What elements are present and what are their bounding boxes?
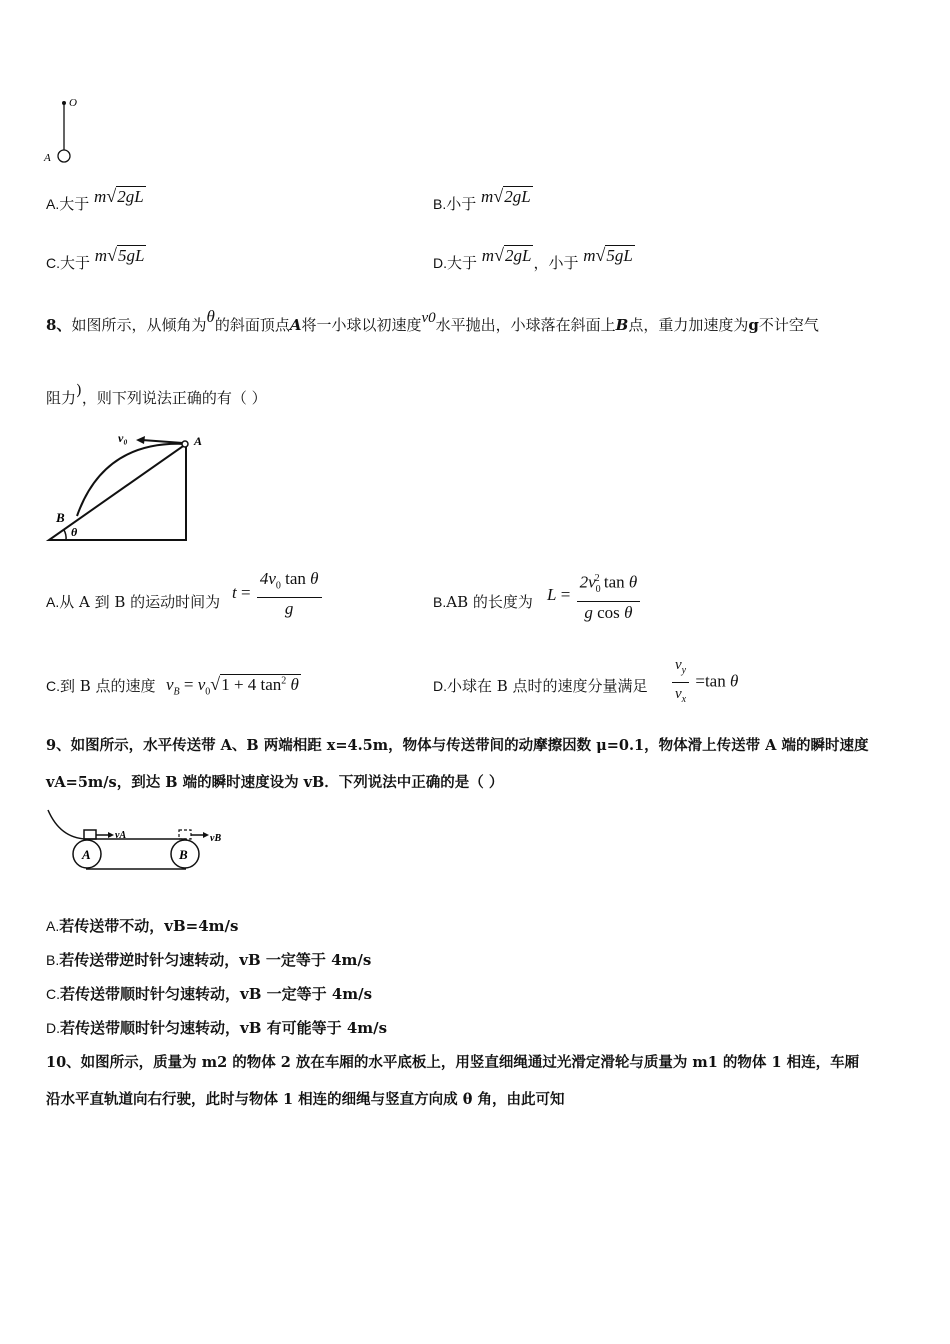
option-text: 从 A 到 B 的运动时间为 [59, 593, 221, 611]
option-text: 若传送带顺时针匀速转动，vB 一定等于 4m/s [60, 985, 373, 1003]
option-text: 若传送带逆时针匀速转动，vB 一定等于 4m/s [59, 951, 372, 969]
q9-option-d[interactable] [46, 1018, 387, 1038]
va-label: vA [115, 830, 127, 841]
option-letter: D. [433, 678, 447, 694]
option-formula: m√2gL [481, 245, 532, 265]
v0-label: v₀ [118, 431, 128, 445]
incoming-ramp [48, 810, 86, 839]
vb-arrowhead [203, 832, 209, 838]
stem-text: 如图所示，从倾角为 [71, 316, 207, 334]
option-letter: B. [433, 594, 447, 610]
option-formula: m√2gL [94, 186, 144, 206]
option-text: 大于 [59, 195, 90, 213]
incline-triangle [49, 444, 186, 540]
option-formula: m√2gL [481, 186, 531, 206]
theta-symbol: θ [206, 307, 215, 326]
option-letter: A. [46, 196, 60, 212]
pulley-b-label: B [179, 847, 188, 862]
q9-option-b[interactable] [46, 950, 371, 970]
v0-symbol: v0 [421, 310, 436, 326]
q8-option-b[interactable] [433, 592, 533, 612]
q8-option-c[interactable] [46, 676, 156, 696]
option-letter: C. [46, 678, 60, 694]
option-letter: B. [46, 952, 60, 968]
v0-arrow [142, 440, 183, 443]
q8-option-a[interactable] [46, 592, 220, 612]
q9-option-a[interactable] [46, 916, 238, 936]
option-letter: C. [46, 255, 60, 271]
launch-point [182, 441, 188, 447]
v0-arrowhead [136, 436, 145, 444]
option-text: 小球在 B 点时的速度分量满足 [447, 677, 648, 695]
option-letter: D. [46, 1020, 60, 1036]
pivot-label: O [69, 97, 77, 109]
option-letter: D. [433, 255, 447, 271]
q10-stem-line1: 10、如图所示，质量为 m2 的物体 2 放在车厢的水平底板上，用竖直细绳通过光滑定滑轮与质量为 m1 的物体 1 相连，车厢 [46, 1054, 860, 1071]
option-letter: C. [46, 986, 60, 1002]
option-text: 小于 [446, 195, 477, 213]
question-number: 8、 [46, 316, 72, 334]
stem-text: ，则下列说法正确的有（ ） [81, 389, 267, 407]
block-at-a [84, 830, 96, 839]
option-letter: A. [46, 594, 60, 610]
option-formula-2: m√5gL [583, 245, 633, 265]
option-text: 若传送带不动，vB=4m/s [59, 917, 239, 935]
pulley-a-label: A [82, 847, 91, 862]
q8-option-d-formula: $\frac{v_y}{v_x}$ =tan θ [670, 654, 738, 711]
point-a: A [289, 316, 302, 334]
option-text-2: ，小于 [533, 254, 579, 272]
point-b-label: B [56, 510, 65, 525]
option-text: 到 B 点的速度 [60, 677, 156, 695]
point-b: B [615, 316, 629, 334]
stem-text: 不计空气 [758, 316, 819, 334]
stem-text: 水平抛出，小球落在斜面上 [435, 316, 616, 334]
option-letter: B. [433, 196, 447, 212]
option-formula: m√5gL [94, 245, 145, 265]
q7-option-c[interactable] [46, 245, 146, 273]
q8-option-c-formula: $v_B = v_0√1 + 4$ $\tan^2 \theta$ [166, 674, 299, 698]
angle-arc [64, 530, 66, 540]
q8-option-a-formula: t = $\frac{4v_0 \tan \theta}{g}$ [232, 568, 324, 620]
g-symbol: g [748, 316, 759, 334]
q7-option-d[interactable] [433, 245, 635, 273]
q8-option-d[interactable] [433, 676, 648, 696]
stem-text: 的斜面顶点 [214, 316, 290, 334]
q9-stem-line1: 9、如图所示，水平传送带 A、B 两端相距 x=4.5m，物体与传送带间的动摩擦因数 μ=0.1，物体滑上传送带 A 端的瞬时速度 [46, 737, 869, 754]
q9-stem-line2: vA=5m/s，到达 B 端的瞬时速度设为 vB．下列说法中正确的是（ ） [46, 774, 504, 791]
block-at-b [179, 830, 191, 839]
option-text: 若传送带顺时针匀速转动，vB 有可能等于 4m/s [60, 1019, 388, 1037]
q7-option-b[interactable] [433, 186, 533, 214]
q8-stem-line1 [46, 307, 819, 336]
q8-option-b-formula: L = $\frac{2v_0^2 \tan \theta}{\text{g cos θ}}$ [547, 568, 642, 624]
vb-label: vB [210, 833, 222, 844]
q7-option-a[interactable] [46, 186, 146, 214]
stem-text: 点，重力加速度为 [628, 316, 749, 334]
q9-option-c[interactable] [46, 984, 372, 1004]
projectile-incline-figure [44, 428, 214, 546]
q10-stem-line2: 沿水平直轨道向右行驶，此时与物体 1 相连的细绳与竖直方向成 θ 角，由此可知 [46, 1091, 565, 1108]
stem-text: 阻力 [46, 389, 77, 407]
theta-label: θ [71, 525, 78, 539]
option-text: 大于 [60, 254, 91, 272]
option-letter: A. [46, 918, 60, 934]
pendulum-ball [58, 150, 70, 162]
option-text: 大于 [447, 254, 478, 272]
conveyor-belt-figure [46, 808, 236, 874]
option-text: AB 的长度为 [446, 593, 533, 611]
va-arrowhead [108, 832, 114, 838]
point-a-label: A [194, 434, 203, 448]
q8-stem-line2: 阻力)，则下列说法正确的有（ ） [46, 381, 267, 407]
stem-text: 将一小球以初速度 [301, 316, 422, 334]
pendulum-figure [40, 92, 90, 168]
ball-label: A [44, 152, 51, 164]
